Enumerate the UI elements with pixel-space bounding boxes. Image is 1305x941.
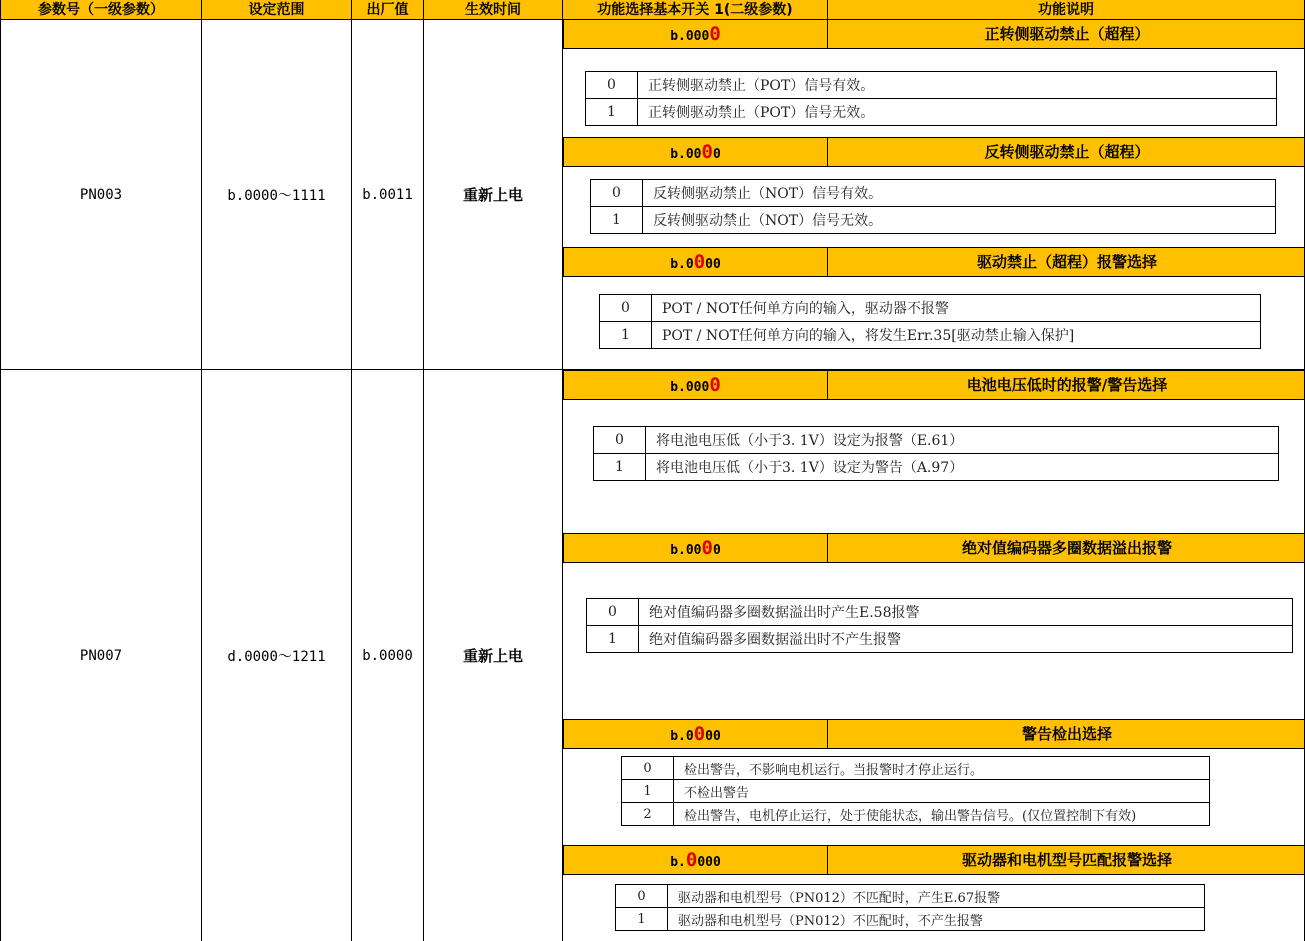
option-number: 0	[622, 757, 674, 780]
option-text: 将电池电压低（小于3. 1V）设定为警告（A.97）	[646, 454, 1279, 481]
option-table	[593, 426, 1279, 481]
option-row	[616, 885, 1205, 908]
header-param: 参数号（一级参数）	[0, 0, 202, 20]
option-text: 不检出警告	[674, 780, 1210, 803]
option-text: 正转侧驱动禁止（POT）信号无效。	[638, 99, 1277, 126]
section-code: b.0000	[564, 534, 828, 562]
section-code: b.0000	[564, 720, 828, 748]
option-table	[590, 179, 1276, 234]
option-number: 1	[591, 207, 643, 234]
option-row	[587, 599, 1293, 626]
section-title: 绝对值编码器多圈数据溢出报警	[961, 539, 1172, 557]
section-bar	[563, 719, 1305, 749]
option-row	[616, 908, 1205, 931]
option-text: 驱动器和电机型号（PN012）不匹配时，不产生报警	[668, 908, 1205, 931]
option-number: 0	[616, 885, 668, 908]
option-table	[615, 884, 1205, 931]
section-code: b.0000	[564, 846, 828, 874]
option-row	[587, 626, 1293, 653]
section-bar	[563, 845, 1305, 875]
section-bar	[563, 137, 1305, 167]
option-number: 1	[600, 322, 652, 349]
header-switch: 功能选择基本开关 1(二级参数)	[563, 0, 828, 20]
section-bar	[563, 19, 1305, 49]
option-number: 2	[622, 803, 674, 826]
option-number: 0	[586, 72, 638, 99]
option-row	[594, 454, 1279, 481]
option-row	[594, 427, 1279, 454]
option-text: 正转侧驱动禁止（POT）信号有效。	[638, 72, 1277, 99]
option-number: 1	[622, 780, 674, 803]
option-number: 1	[587, 626, 639, 653]
header-range: 设定范围	[202, 0, 352, 20]
param-range: d.0000～1211	[202, 370, 352, 941]
option-table	[621, 756, 1210, 826]
option-number: 0	[594, 427, 646, 454]
param-effect: 重新上电	[424, 370, 563, 941]
option-text: 绝对值编码器多圈数据溢出时产生E.58报警	[639, 599, 1293, 626]
option-table	[586, 598, 1293, 653]
option-row	[591, 180, 1276, 207]
section-title: 正转侧驱动禁止（超程）	[984, 25, 1150, 43]
option-text: 反转侧驱动禁止（NOT）信号无效。	[643, 207, 1276, 234]
section-code: b.0000	[564, 371, 828, 399]
option-text: 检出警告，电机停止运行，处于使能状态，输出警告信号。(仅位置控制下有效)	[674, 803, 1210, 826]
header-default: 出厂值	[352, 0, 424, 20]
param-id: PN007	[0, 370, 202, 941]
section-bar	[563, 370, 1305, 400]
option-text: 检出警告，不影响电机运行。当报警时才停止运行。	[674, 757, 1210, 780]
option-number: 0	[587, 599, 639, 626]
option-table	[585, 71, 1277, 126]
param-id: PN003	[0, 20, 202, 370]
option-row	[622, 757, 1210, 780]
option-row	[591, 207, 1276, 234]
option-text: 将电池电压低（小于3. 1V）设定为报警（E.61）	[646, 427, 1279, 454]
option-text: 驱动器和电机型号（PN012）不匹配时，产生E.67报警	[668, 885, 1205, 908]
header-desc: 功能说明	[828, 0, 1305, 20]
option-row	[622, 780, 1210, 803]
option-number: 1	[586, 99, 638, 126]
option-number: 0	[591, 180, 643, 207]
option-text: POT / NOT任何单方向的输入，将发生Err.35[驱动禁止输入保护]	[652, 322, 1261, 349]
param-default: b.0000	[352, 370, 424, 941]
param-range: b.0000～1111	[202, 20, 352, 370]
section-bar	[563, 533, 1305, 563]
option-number: 0	[600, 295, 652, 322]
param-effect: 重新上电	[424, 20, 563, 370]
section-code: b.0000	[564, 248, 828, 276]
option-text: 绝对值编码器多圈数据溢出时不产生报警	[639, 626, 1293, 653]
header-effect: 生效时间	[424, 0, 563, 20]
option-number: 1	[616, 908, 668, 931]
option-text: POT / NOT任何单方向的输入，驱动器不报警	[652, 295, 1261, 322]
option-row	[600, 322, 1261, 349]
section-title: 警告检出选择	[1021, 725, 1112, 743]
param-default: b.0011	[352, 20, 424, 370]
section-bar	[563, 247, 1305, 277]
option-row	[586, 72, 1277, 99]
section-title: 电池电压低时的报警/警告选择	[966, 376, 1168, 394]
option-number: 1	[594, 454, 646, 481]
option-row	[586, 99, 1277, 126]
section-code: b.0000	[564, 20, 828, 48]
section-code: b.0000	[564, 138, 828, 166]
section-title: 驱动禁止（超程）报警选择	[976, 253, 1157, 271]
option-text: 反转侧驱动禁止（NOT）信号有效。	[643, 180, 1276, 207]
option-table	[599, 294, 1261, 349]
option-row	[622, 803, 1210, 826]
option-row	[600, 295, 1261, 322]
section-title: 驱动器和电机型号匹配报警选择	[961, 851, 1172, 869]
section-title: 反转侧驱动禁止（超程）	[984, 143, 1150, 161]
